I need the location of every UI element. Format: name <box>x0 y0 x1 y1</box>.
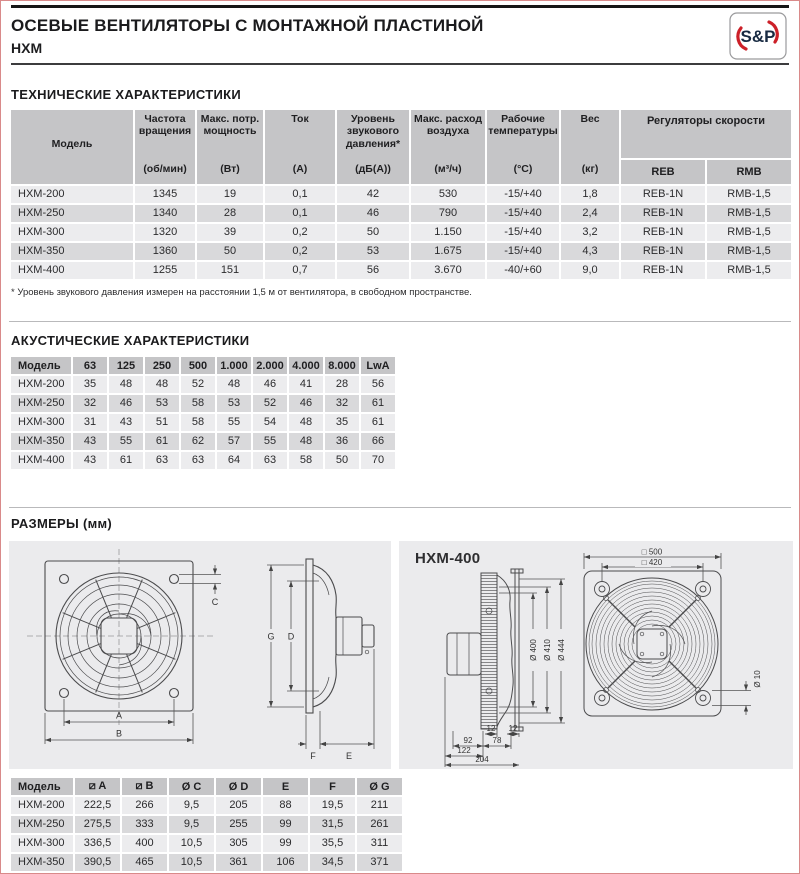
value-cell: 36 <box>325 433 359 450</box>
column-name: Макс. потр. мощность <box>200 113 260 138</box>
model-cell: HXM-200 <box>11 797 73 814</box>
value-cell: 4,3 <box>561 243 619 260</box>
column-header: LwA <box>361 357 395 374</box>
value-cell: 31 <box>73 414 107 431</box>
model-cell: HXM-200 <box>11 186 133 203</box>
column-header-model <box>11 110 133 184</box>
value-cell: RMB-1,5 <box>707 262 791 279</box>
value-cell: 3,2 <box>561 224 619 241</box>
model-cell: HXM-350 <box>11 854 73 871</box>
value-cell: 61 <box>145 433 179 450</box>
value-cell: 790 <box>411 205 485 222</box>
dim-label-12a: 12 <box>486 724 496 733</box>
value-cell: REB-1N <box>621 224 705 241</box>
value-cell: 34,5 <box>310 854 355 871</box>
dim-label-d444: Ø 444 <box>557 639 566 661</box>
value-cell: 0,1 <box>265 205 335 222</box>
value-cell: -40/+60 <box>487 262 559 279</box>
value-cell: 54 <box>253 414 287 431</box>
dim-label-78: 78 <box>492 736 502 745</box>
model-cell: HXM-200 <box>11 376 71 393</box>
column-header-current <box>265 110 335 184</box>
value-cell: 51 <box>145 414 179 431</box>
column-header: 1.000 <box>217 357 251 374</box>
header-row <box>11 778 402 795</box>
table-row <box>11 433 395 450</box>
value-cell: 55 <box>109 433 143 450</box>
column-header: ⧄ A <box>75 778 120 795</box>
value-cell: -15/+40 <box>487 243 559 260</box>
value-cell: 32 <box>73 395 107 412</box>
dimension-drawing-panel-hxm400 <box>399 541 793 769</box>
value-cell: 31,5 <box>310 816 355 833</box>
section-title-acoustic: АКУСТИЧЕСКИЕ ХАРАКТЕРИСТИКИ <box>11 333 250 348</box>
drawing-title: HXM-400 <box>415 550 481 567</box>
value-cell: 371 <box>357 854 402 871</box>
top-rule <box>11 5 789 8</box>
column-unit: (°С) <box>513 162 533 175</box>
column-header-rmb: RMB <box>707 160 791 184</box>
value-cell: 400 <box>122 835 167 852</box>
model-cell: HXM-250 <box>11 205 133 222</box>
table-row <box>11 452 395 469</box>
table-row <box>11 205 791 222</box>
value-cell: 53 <box>217 395 251 412</box>
value-cell: 35 <box>73 376 107 393</box>
column-header: Ø G <box>357 778 402 795</box>
dim-label-d: D <box>287 631 295 642</box>
value-cell: 19 <box>197 186 263 203</box>
value-cell: 333 <box>122 816 167 833</box>
value-cell: REB-1N <box>621 262 705 279</box>
model-cell: HXM-350 <box>11 243 133 260</box>
value-cell: 222,5 <box>75 797 120 814</box>
value-cell: 52 <box>253 395 287 412</box>
value-cell: 63 <box>145 452 179 469</box>
value-cell: 211 <box>357 797 402 814</box>
table-row <box>11 186 791 203</box>
column-header: 8.000 <box>325 357 359 374</box>
value-cell: 50 <box>325 452 359 469</box>
model-cell: HXM-300 <box>11 224 133 241</box>
fan-side-view <box>306 559 374 713</box>
dim-label-204: 204 <box>475 755 489 764</box>
column-header: 500 <box>181 357 215 374</box>
column-header-reb: REB <box>621 160 705 184</box>
value-cell: 0,2 <box>265 224 335 241</box>
value-cell: -15/+40 <box>487 205 559 222</box>
value-cell: 88 <box>263 797 308 814</box>
column-unit: (Вт) <box>220 162 240 175</box>
value-cell: 39 <box>197 224 263 241</box>
value-cell: RMB-1,5 <box>707 205 791 222</box>
value-cell: -15/+40 <box>487 224 559 241</box>
column-header: 63 <box>73 357 107 374</box>
table-row <box>11 797 402 814</box>
value-cell: RMB-1,5 <box>707 186 791 203</box>
value-cell: 55 <box>253 433 287 450</box>
value-cell: 57 <box>217 433 251 450</box>
value-cell: RMB-1,5 <box>707 224 791 241</box>
model-cell: HXM-250 <box>11 816 73 833</box>
column-header-speed-regulators: Регуляторы скорости <box>621 110 791 158</box>
value-cell: 61 <box>361 414 395 431</box>
value-cell: 1340 <box>135 205 195 222</box>
page-title: ОСЕВЫЕ ВЕНТИЛЯТОРЫ С МОНТАЖНОЙ ПЛАСТИНОЙ <box>11 16 484 35</box>
column-unit: (кг) <box>581 162 599 175</box>
model-cell: HXM-300 <box>11 414 71 431</box>
section-divider <box>9 321 791 322</box>
column-header-weight <box>561 110 619 184</box>
column-name: Ток <box>291 113 309 125</box>
value-cell: 58 <box>181 414 215 431</box>
section-title-dimensions: РАЗМЕРЫ (мм) <box>11 516 113 531</box>
column-name: Рабочие температуры <box>488 113 558 138</box>
value-cell: 63 <box>181 452 215 469</box>
value-cell: 53 <box>145 395 179 412</box>
value-cell: 46 <box>289 395 323 412</box>
value-cell: 32 <box>325 395 359 412</box>
value-cell: 56 <box>337 262 409 279</box>
value-cell: 390,5 <box>75 854 120 871</box>
value-cell: 3.670 <box>411 262 485 279</box>
column-header: 2.000 <box>253 357 287 374</box>
value-cell: 58 <box>181 395 215 412</box>
value-cell: REB-1N <box>621 205 705 222</box>
value-cell: 1345 <box>135 186 195 203</box>
header-row <box>11 357 395 374</box>
dim-label-e: E <box>345 751 353 761</box>
value-cell: RMB-1,5 <box>707 243 791 260</box>
value-cell: 48 <box>289 433 323 450</box>
column-header-model: Модель <box>11 778 73 795</box>
value-cell: 35 <box>325 414 359 431</box>
model-cell: HXM-400 <box>11 262 133 279</box>
value-cell: 1360 <box>135 243 195 260</box>
table-row <box>11 224 791 241</box>
value-cell: REB-1N <box>621 186 705 203</box>
value-cell: 266 <box>122 797 167 814</box>
header-row <box>11 110 791 158</box>
dim-label-sq420: □ 420 <box>641 558 663 567</box>
sp-logo <box>729 12 787 60</box>
dim-label-d400: Ø 400 <box>529 639 538 661</box>
column-header: Ø C <box>169 778 214 795</box>
model-cell: HXM-250 <box>11 395 71 412</box>
value-cell: 28 <box>325 376 359 393</box>
value-cell: 46 <box>253 376 287 393</box>
value-cell: 9,0 <box>561 262 619 279</box>
table-row <box>11 262 791 279</box>
value-cell: 56 <box>361 376 395 393</box>
column-header-speed <box>135 110 195 184</box>
dimension-drawing-panel-generic <box>9 541 391 769</box>
value-cell: 48 <box>289 414 323 431</box>
dim-label-g: G <box>267 631 275 642</box>
table-row <box>11 854 402 871</box>
value-cell: 1,8 <box>561 186 619 203</box>
value-cell: 151 <box>197 262 263 279</box>
table-row <box>11 243 791 260</box>
hxm400-front-view <box>584 571 721 716</box>
column-header-airflow <box>411 110 485 184</box>
column-header-model: Модель <box>11 357 71 374</box>
table-row <box>11 376 395 393</box>
value-cell: 10,5 <box>169 854 214 871</box>
dim-label-122: 122 <box>457 746 471 755</box>
column-header-sound <box>337 110 409 184</box>
value-cell: 62 <box>181 433 215 450</box>
hxm400-drawing <box>399 541 793 769</box>
value-cell: 61 <box>109 452 143 469</box>
value-cell: -15/+40 <box>487 186 559 203</box>
column-unit: (дБ(А)) <box>355 162 391 175</box>
value-cell: 53 <box>337 243 409 260</box>
value-cell: 41 <box>289 376 323 393</box>
logo-text: S&P <box>740 27 776 46</box>
technical-characteristics-table <box>9 108 793 281</box>
dim-label-12b: 12 <box>508 724 518 733</box>
value-cell: 55 <box>217 414 251 431</box>
column-name: Уровень звукового давления* <box>345 113 401 150</box>
column-unit: (А) <box>292 162 308 175</box>
value-cell: 99 <box>263 835 308 852</box>
value-cell: 61 <box>361 395 395 412</box>
column-name: Модель <box>51 137 93 150</box>
value-cell: 1320 <box>135 224 195 241</box>
sound-level-footnote: * Уровень звукового давления измерен на расстоянии 1,5 м от вентилятора, в свободном пространстве. <box>11 287 472 298</box>
table-row <box>11 395 395 412</box>
dim-label-d10: Ø 10 <box>753 670 762 688</box>
value-cell: 106 <box>263 854 308 871</box>
model-cell: HXM-300 <box>11 835 73 852</box>
dim-label-c: C <box>211 597 219 607</box>
value-cell: 311 <box>357 835 402 852</box>
dim-label-d410: Ø 410 <box>543 639 552 661</box>
model-cell: HXM-350 <box>11 433 71 450</box>
value-cell: 361 <box>216 854 261 871</box>
value-cell: 1.150 <box>411 224 485 241</box>
model-cell: HXM-400 <box>11 452 71 469</box>
value-cell: 28 <box>197 205 263 222</box>
model-subtitle: HXM <box>11 40 43 56</box>
value-cell: 255 <box>216 816 261 833</box>
value-cell: 336,5 <box>75 835 120 852</box>
dim-label-f: F <box>310 751 316 761</box>
generic-fan-drawing <box>9 541 391 769</box>
column-header-power <box>197 110 263 184</box>
value-cell: 305 <box>216 835 261 852</box>
dim-label-a: A <box>115 710 123 721</box>
dim-label-sq500: □ 500 <box>641 547 663 557</box>
value-cell: 46 <box>337 205 409 222</box>
dim-label-92: 92 <box>463 736 473 745</box>
value-cell: 42 <box>337 186 409 203</box>
column-header: Ø D <box>216 778 261 795</box>
column-unit: (м³/ч) <box>434 162 462 175</box>
value-cell: 66 <box>361 433 395 450</box>
value-cell: 43 <box>73 433 107 450</box>
value-cell: 50 <box>197 243 263 260</box>
value-cell: 63 <box>253 452 287 469</box>
column-header: 125 <box>109 357 143 374</box>
value-cell: 1255 <box>135 262 195 279</box>
value-cell: 19,5 <box>310 797 355 814</box>
section-divider <box>9 507 791 508</box>
column-header: 250 <box>145 357 179 374</box>
acoustic-characteristics-table <box>9 355 397 471</box>
column-header: 4.000 <box>289 357 323 374</box>
column-header: E <box>263 778 308 795</box>
dim-label-b: B <box>115 728 123 739</box>
column-unit: (об/мин) <box>143 162 187 175</box>
value-cell: 99 <box>263 816 308 833</box>
value-cell: 465 <box>122 854 167 871</box>
value-cell: REB-1N <box>621 243 705 260</box>
value-cell: 64 <box>217 452 251 469</box>
value-cell: 48 <box>109 376 143 393</box>
value-cell: 50 <box>337 224 409 241</box>
column-name: Вес <box>580 113 600 125</box>
sp-logo-graphic <box>729 12 787 60</box>
value-cell: 261 <box>357 816 402 833</box>
table-row <box>11 414 395 431</box>
value-cell: 2,4 <box>561 205 619 222</box>
value-cell: 0,7 <box>265 262 335 279</box>
table-row <box>11 835 402 852</box>
value-cell: 0,2 <box>265 243 335 260</box>
dimensions-table <box>9 776 404 873</box>
value-cell: 58 <box>289 452 323 469</box>
value-cell: 48 <box>217 376 251 393</box>
table-row <box>11 816 402 833</box>
value-cell: 1.675 <box>411 243 485 260</box>
value-cell: 205 <box>216 797 261 814</box>
value-cell: 35,5 <box>310 835 355 852</box>
value-cell: 10,5 <box>169 835 214 852</box>
value-cell: 52 <box>181 376 215 393</box>
value-cell: 9,5 <box>169 797 214 814</box>
column-header-temperature <box>487 110 559 184</box>
value-cell: 48 <box>145 376 179 393</box>
header-rule <box>11 63 789 65</box>
value-cell: 70 <box>361 452 395 469</box>
column-header: ⧄ B <box>122 778 167 795</box>
value-cell: 43 <box>73 452 107 469</box>
value-cell: 46 <box>109 395 143 412</box>
value-cell: 530 <box>411 186 485 203</box>
value-cell: 9,5 <box>169 816 214 833</box>
side-view-dimensions <box>267 565 374 749</box>
section-title-technical: ТЕХНИЧЕСКИЕ ХАРАКТЕРИСТИКИ <box>11 87 242 102</box>
value-cell: 0,1 <box>265 186 335 203</box>
value-cell: 275,5 <box>75 816 120 833</box>
value-cell: 43 <box>109 414 143 431</box>
column-header: F <box>310 778 355 795</box>
column-name: Частота вращения <box>138 113 192 138</box>
column-name: Макс. расход воздуха <box>414 113 482 138</box>
